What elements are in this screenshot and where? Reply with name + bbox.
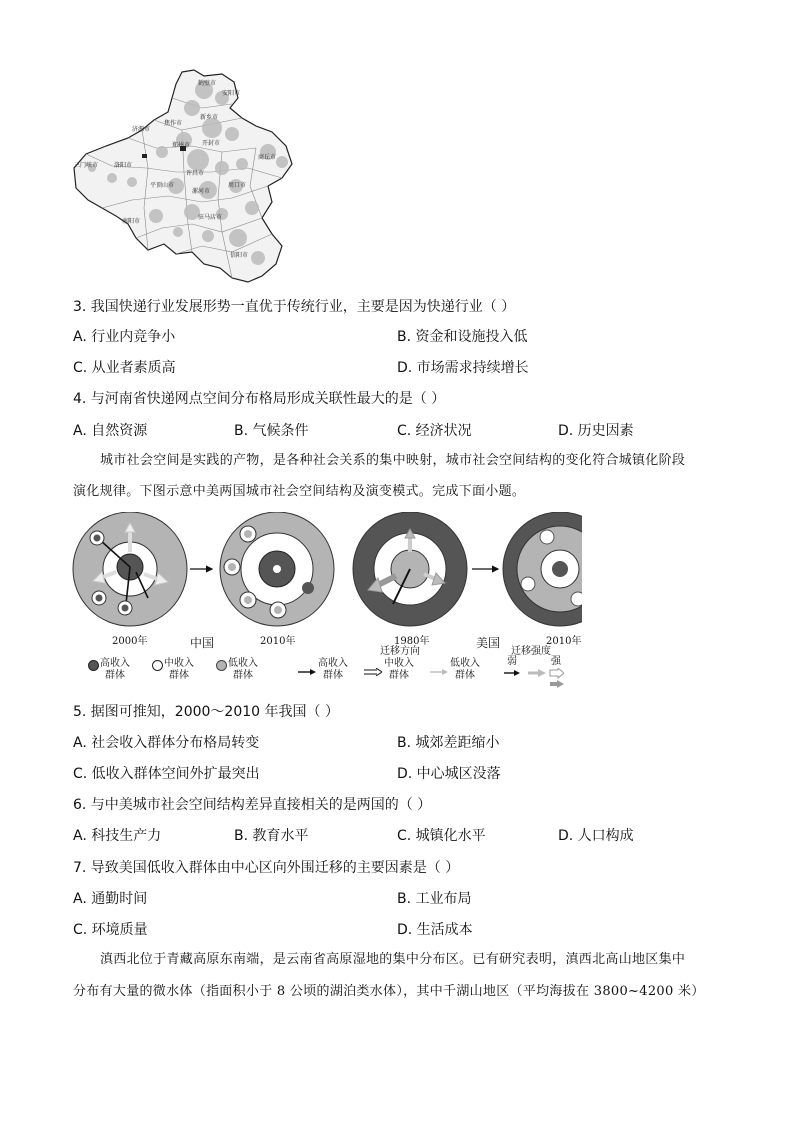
legend-migrate-dir: 迁移方向 — [380, 646, 420, 657]
q6-option-c[interactable]: C. 城镇化水平 — [397, 828, 486, 844]
q3-option-a[interactable]: A. 行业内竞争小 — [73, 329, 176, 345]
q6-option-a[interactable]: A. 科技生产力 — [73, 828, 162, 844]
figure-legend — [72, 646, 582, 690]
label-china: 中国 — [190, 636, 215, 650]
henan-map — [72, 68, 296, 290]
map-label: 商丘市 — [258, 154, 277, 161]
q7-option-d[interactable]: D. 生活成本 — [397, 922, 473, 938]
passage-2-line-1: 滇西北位于青藏高原东南端，是云南省高原湿地的集中分布区。已有研究表明，滇西北高山地区集中 — [100, 952, 686, 967]
map-labels — [72, 68, 296, 290]
map-label: 漯河市 — [192, 188, 211, 195]
china-2010-circle — [220, 512, 334, 626]
us-1980-circle — [353, 512, 467, 626]
map-label: 周口市 — [228, 182, 247, 189]
q6-option-d[interactable]: D. 人口构成 — [558, 828, 634, 844]
legend-high-swatch — [88, 660, 99, 671]
map-label: 焦作市 — [164, 120, 183, 127]
social-space-figure — [72, 512, 582, 692]
passage-1-line-2: 演化规律。下图示意中美两国城市社会空间结构及演变模式。完成下面小题。 — [73, 484, 526, 499]
q3-option-c[interactable]: C. 从业者素质高 — [73, 360, 176, 376]
legend-arrow-mid-label: 中收入群体 — [384, 658, 414, 681]
q4-option-a[interactable]: A. 自然资源 — [73, 423, 148, 439]
map-label: 新乡市 — [200, 114, 219, 121]
q7-option-a[interactable]: A. 通勤时间 — [73, 891, 148, 907]
map-label: 三门峡市 — [74, 162, 99, 169]
map-label: 许昌市 — [186, 170, 205, 177]
arrow-mid-icon — [364, 668, 382, 676]
arrow-high-icon — [298, 668, 316, 676]
q5-option-c[interactable]: C. 低收入群体空间外扩最突出 — [73, 766, 260, 782]
passage-2-line-2: 分布有大量的微水体（指面积小于 8 公顷的湖泊类水体），其中千湖山地区（平均海拔在 3800~4200 米） — [73, 984, 705, 999]
arrow-low-icon — [430, 668, 448, 676]
question-7-stem: 7. 导致美国低收入群体由中心区向外围迁移的主要因素是（ ） — [73, 860, 460, 876]
map-label: 济源市 — [132, 126, 151, 133]
q4-option-d[interactable]: D. 历史因素 — [558, 423, 634, 439]
map-label: 平顶山市 — [150, 182, 175, 189]
label-us: 美国 — [476, 636, 501, 650]
map-label: 洛阳市 — [114, 162, 133, 169]
legend-weak-label: 弱 — [507, 656, 517, 667]
passage-1-line-1: 城市社会空间是实践的产物，是各种社会关系的集中映射，城市社会空间结构的变化符合城镇化阶段 — [100, 453, 686, 468]
legend-strength-label: 迁移强度 — [511, 646, 551, 657]
year-us-1980: 1980年 — [394, 636, 430, 647]
migration-strength-icon — [504, 668, 564, 688]
q6-option-b[interactable]: B. 教育水平 — [234, 828, 309, 844]
year-us-2010: 2010年 — [546, 636, 582, 647]
map-label: 安阳市 — [222, 90, 241, 97]
legend-strong-label: 强 — [551, 656, 561, 667]
question-5-stem: 5. 据图可推知，2000～2010 年我国（ ） — [73, 704, 339, 720]
q5-option-b[interactable]: B. 城郊差距缩小 — [397, 735, 500, 751]
question-4-stem: 4. 与河南省快递网点空间分布格局形成关联性最大的是（ ） — [73, 391, 446, 407]
q3-option-b[interactable]: B. 资金和设施投入低 — [397, 329, 528, 345]
legend-mid-swatch — [152, 660, 163, 671]
legend-high-label: 高收入群体 — [100, 658, 130, 681]
map-label: 驻马店市 — [198, 214, 223, 221]
q4-option-b[interactable]: B. 气候条件 — [234, 423, 309, 439]
q3-option-d[interactable]: D. 市场需求持续增长 — [397, 360, 529, 376]
legend-low-swatch — [216, 660, 227, 671]
map-label: 开封市 — [202, 140, 221, 147]
map-label: 郑州市 — [172, 142, 191, 149]
legend-arrow-low-label: 低收入群体 — [450, 658, 480, 681]
q4-option-c[interactable]: C. 经济状况 — [397, 423, 472, 439]
china-2000-circle — [73, 512, 187, 626]
question-3-stem: 3. 我国快递行业发展形势一直优于传统行业，主要是因为快递行业（ ） — [73, 299, 516, 315]
legend-low-label: 低收入群体 — [228, 658, 258, 681]
q5-option-a[interactable]: A. 社会收入群体分布格局转变 — [73, 735, 260, 751]
legend-arrow-high-label: 高收入群体 — [318, 658, 348, 681]
map-label: 鹤壁市 — [198, 80, 217, 87]
us-2010-circle — [503, 512, 582, 626]
q7-option-b[interactable]: B. 工业布局 — [397, 891, 472, 907]
year-china-2000: 2000年 — [112, 636, 148, 647]
year-china-2010: 2010年 — [260, 636, 296, 647]
map-label: 南阳市 — [122, 218, 141, 225]
legend-mid-label: 中收入群体 — [164, 658, 194, 681]
question-6-stem: 6. 与中美城市社会空间结构差异直接相关的是两国的（ ） — [73, 797, 432, 813]
q7-option-c[interactable]: C. 环境质量 — [73, 922, 148, 938]
map-label: 信阳市 — [230, 252, 249, 259]
q5-option-d[interactable]: D. 中心城区没落 — [397, 766, 501, 782]
